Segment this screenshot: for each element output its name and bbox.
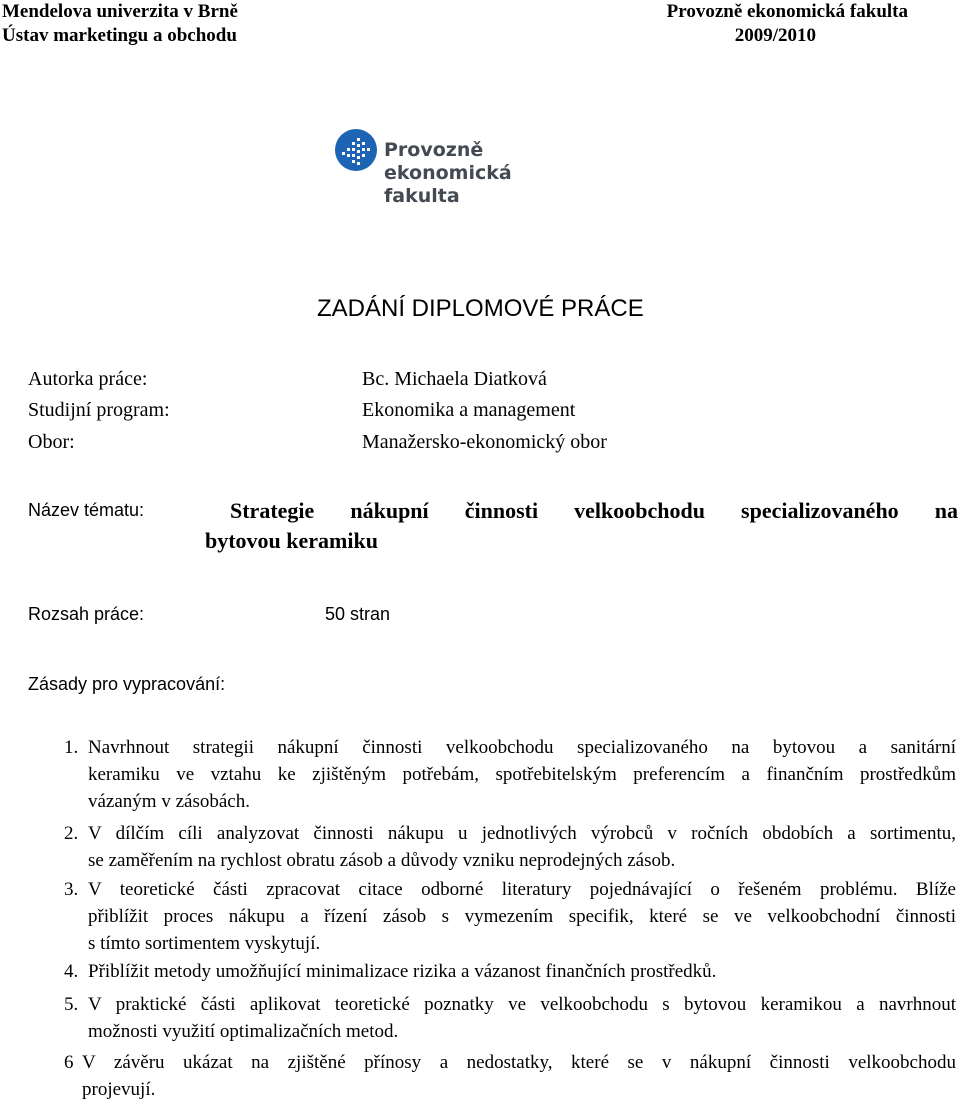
document-title: ZADÁNÍ DIPLOMOVÉ PRÁCE: [317, 295, 644, 322]
topic-title-line1: Strategie nákupní činnosti velkoobchodu specializovaného na: [230, 498, 958, 523]
academic-year: 2009/2010: [734, 25, 816, 46]
author-label: Autorka práce:: [28, 368, 148, 390]
item-number: 3.: [64, 879, 79, 900]
principles-label: Zásady pro vypracování:: [28, 674, 226, 694]
item-number: 5.: [64, 994, 79, 1015]
field-value: Manažersko-ekonomický obor: [362, 431, 607, 453]
program-value: Ekonomika a management: [362, 399, 576, 421]
logo-dots-icon: [334, 128, 378, 172]
item-line: keramiku ve vztahu ke zjištěným potřebám, spotřebitelským preferencím a finančním prostředkům: [88, 764, 956, 785]
program-label: Studijní program:: [28, 399, 170, 421]
list-item: [88, 734, 956, 815]
item-line: V závěru ukázat na zjištěné přínosy a nedostatky, které se v nákupní činnosti velkoobchodu: [82, 1052, 956, 1073]
item-number: 2.: [64, 823, 79, 844]
list-item: [88, 958, 956, 985]
item-number: 1.: [64, 737, 79, 758]
item-line: vázaným v zásobách.: [88, 791, 250, 812]
item-line: s tímto sortimentem vyskytují.: [88, 933, 321, 954]
list-item: [88, 820, 956, 874]
logo-text-line2: ekonomická: [384, 162, 512, 184]
list-item: [82, 1049, 956, 1103]
list-item: [88, 991, 956, 1045]
author-value: Bc. Michaela Diatková: [362, 368, 547, 390]
scope-label: Rozsah práce:: [28, 604, 145, 624]
logo-text-line3: fakulta: [384, 185, 460, 207]
topic-title-line2: bytovou keramiku: [205, 528, 378, 553]
topic-label: Název tématu:: [28, 500, 145, 520]
field-label: Obor:: [28, 431, 75, 453]
item-line: přiblížit proces nákupu a řízení zásob s vymezením specifik, které se ve velkoobchodní činnosti: [88, 906, 956, 927]
logo-text-line1: Provozně: [384, 139, 484, 161]
item-line: se zaměřením na rychlost obratu zásob a důvody vzniku neprodejných zásob.: [88, 850, 676, 871]
item-line: možnosti využití optimalizačních metod.: [88, 1021, 399, 1042]
item-line: Přiblížit metody umožňující minimalizace rizika a vázanost finančních prostředků.: [88, 961, 717, 982]
item-number: 6: [64, 1052, 74, 1073]
faculty-name: Provozně ekonomická fakulta: [666, 1, 908, 22]
list-item: [88, 876, 956, 957]
department-name: Ústav marketingu a obchodu: [2, 25, 237, 46]
scope-value: 50 stran: [325, 604, 391, 624]
faculty-logo: [334, 128, 524, 210]
item-line: projevují.: [82, 1079, 156, 1100]
item-line: Navrhnout strategii nákupní činnosti velkoobchodu specializovaného na bytovou a sanitární: [88, 737, 956, 758]
item-line: V teoretické části zpracovat citace odborné literatury pojednávající o řešeném problému. Blíže: [88, 879, 956, 900]
university-name: Mendelova univerzita v Brně: [2, 1, 238, 22]
item-line: V praktické části aplikovat teoretické poznatky ve velkoobchodu s bytovou keramikou a navrhnout: [88, 994, 956, 1015]
item-number: 4.: [64, 961, 79, 982]
item-line: V dílčím cíli analyzovat činnosti nákupu u jednotlivých výrobců v ročních obdobích a sortimentu,: [88, 823, 956, 844]
